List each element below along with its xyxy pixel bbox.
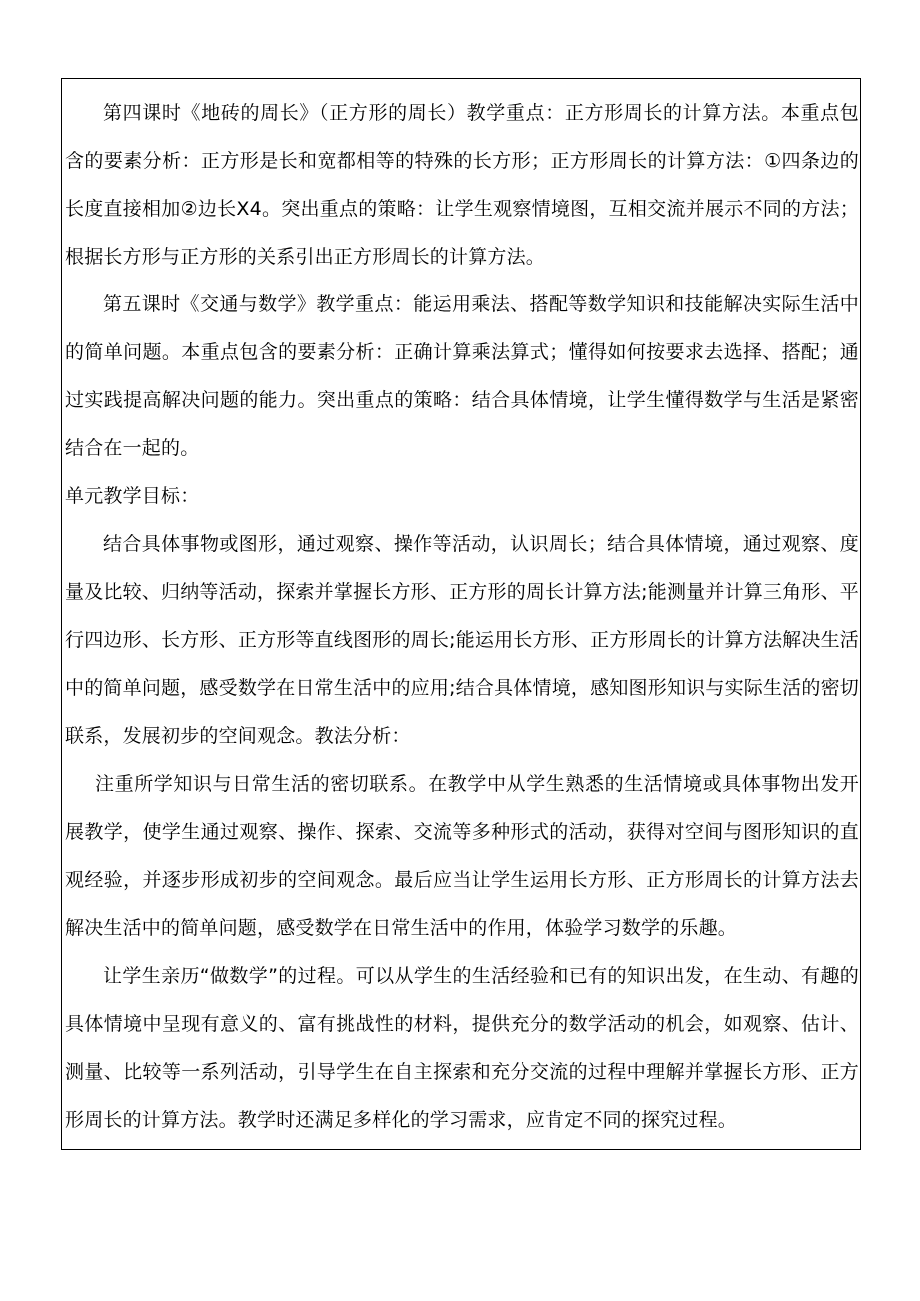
- paragraph-unit-objectives: 结合具体事物或图形，通过观察、操作等活动，认识周长；结合具体情境，通过观察、度量及比较、归纳等活动，探索并掌握长方形、正方形的周长计算方法;能测量并计算三角形、平行四边形、长方形、正方形等直线图形的周长;能运用长方形、正方形周长的计算方法解决生活中的简单问题，感受数学在日常生活中的应用;结合具体情境，感知图形知识与实际生活的密切联系，发展初步的空间观念。教法分析：: [65, 533, 859, 747]
- paragraph-teaching-method-two: 让学生亲历“做数学”的过程。可以从学生的生活经验和已有的知识出发，在生动、有趣的具体情境中呈现有意义的、富有挑战性的材料，提供充分的数学活动的机会，如观察、估计、测量、比较等一系列活动，引导学生在自主探索和充分交流的过程中理解并掌握长方形、正方形周长的计算方法。教学时还满足多样化的学习需求，应肯定不同的探究过程。: [65, 965, 859, 1131]
- paragraph-lesson-four: 第四课时《地砖的周长》（正方形的周长）教学重点：正方形周长的计算方法。本重点包含的要素分析：正方形是长和宽都相等的特殊的长方形；正方形周长的计算方法：①四条边的长度直接相加②边长X4。突出重点的策略：让学生观察情境图，互相交流并展示不同的方法；根据长方形与正方形的关系引出正方形周长的计算方法。: [65, 102, 859, 268]
- paragraph-teaching-method-one: 注重所学知识与日常生活的密切联系。在教学中从学生熟悉的生活情境或具体事物出发开展教学，使学生通过观察、操作、探索、交流等多种形式的活动，获得对空间与图形知识的直观经验，并逐步形成初步的空间观念。最后应当让学生运用长方形、正方形周长的计算方法去解决生活中的简单问题，感受数学在日常生活中的作用，体验学习数学的乐趣。: [65, 773, 859, 939]
- heading-unit-objectives: 单元教学目标：: [65, 485, 200, 507]
- paragraph-lesson-five: 第五课时《交通与数学》教学重点：能运用乘法、搭配等数学知识和技能解决实际生活中的简单问题。本重点包含的要素分析：正确计算乘法算式；懂得如何按要求去选择、搭配；通过实践提高解决问题的能力。突出重点的策略：结合具体情境，让学生懂得数学与生活是紧密结合在一起的。: [65, 293, 859, 459]
